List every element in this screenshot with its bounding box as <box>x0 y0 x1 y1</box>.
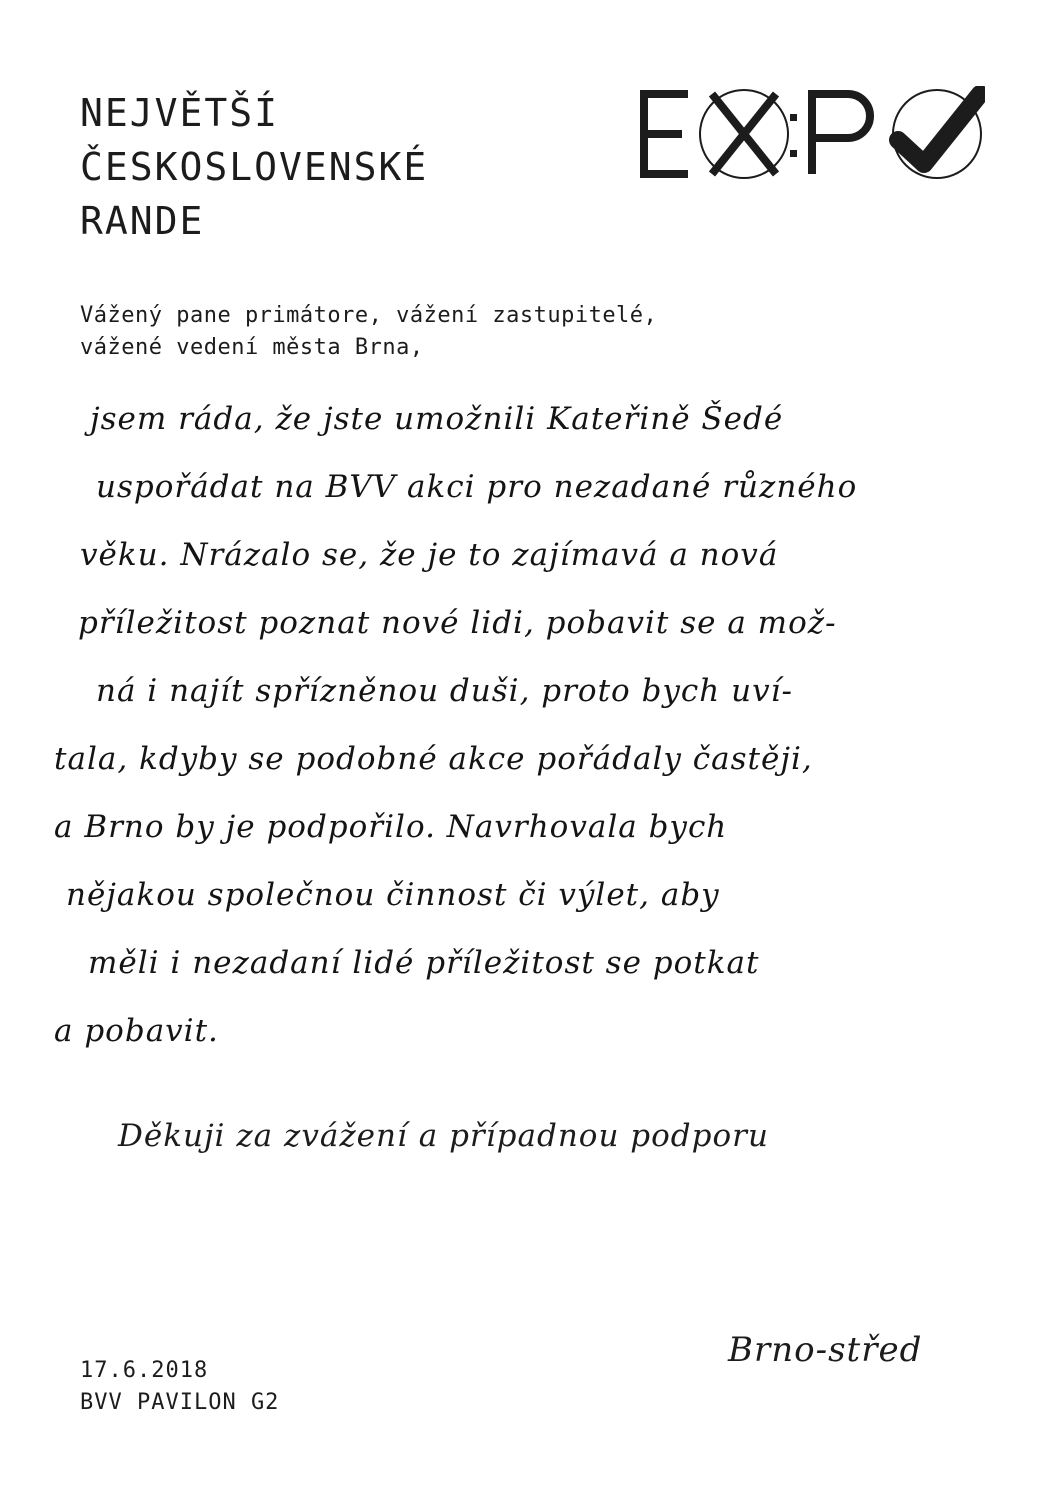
event-date: 17.6.2018 <box>80 1358 209 1383</box>
handwritten-line: tala, kdyby se podobné akce pořádaly častěji, <box>54 741 813 777</box>
salutation <box>80 300 657 364</box>
handwritten-signature: Brno-střed <box>728 1330 923 1370</box>
salutation-line: Vážený pane primátore, vážení zastupitelé, <box>80 303 658 328</box>
handwritten-line: jsem ráda, že jste umožnili Kateřině Šedé <box>90 401 784 437</box>
title-line: RANDE <box>80 199 205 243</box>
handwritten-line: příležitost poznat nové lidi, pobavit se a mož- <box>78 605 837 641</box>
handwritten-closing: Děkuji za zvážení a případnou podporu <box>118 1118 769 1154</box>
handwritten-letter-body <box>50 385 1010 1065</box>
expo-logo <box>640 86 985 184</box>
handwritten-line: věku. Nrázalo se, že je to zajímavá a nová <box>80 537 779 573</box>
handwritten-line: nějakou společnou činnost či výlet, aby <box>66 877 720 913</box>
event-venue: BVV PAVILON G2 <box>80 1390 280 1415</box>
handwritten-line: ná i najít spřízněnou duši, proto bych uví- <box>96 673 793 709</box>
handwritten-line: a pobavit. <box>54 1013 219 1049</box>
page-title <box>80 86 428 248</box>
handwritten-line: uspořádat na BVV akci pro nezadané různého <box>96 469 858 505</box>
salutation-line: vážené vedení města Brna, <box>80 335 424 360</box>
handwritten-line: a Brno by je podpořilo. Navrhovala bych <box>54 809 728 845</box>
title-line: ČESKOSLOVENSKÉ <box>80 145 429 189</box>
handwritten-line: měli i nezadaní lidé příležitost se potkat <box>88 945 760 981</box>
event-footer <box>80 1355 279 1419</box>
title-line: NEJVĚTŠÍ <box>80 91 280 135</box>
